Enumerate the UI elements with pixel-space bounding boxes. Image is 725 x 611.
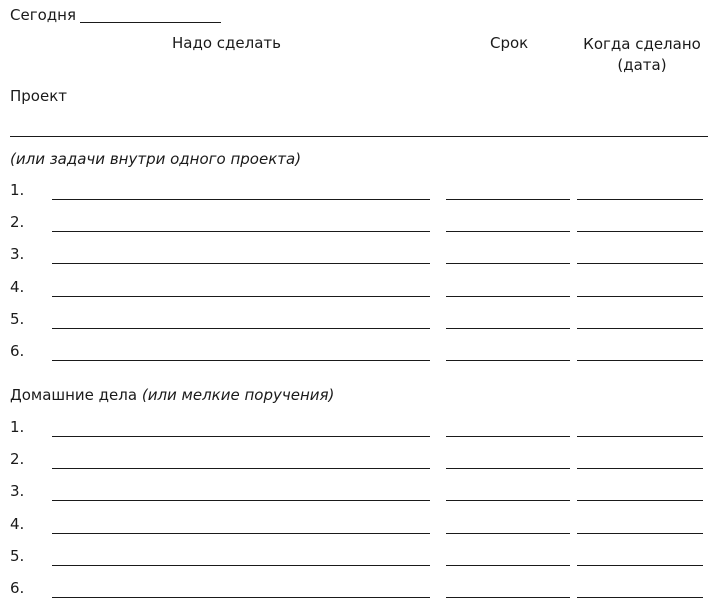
task-line[interactable]	[52, 231, 430, 232]
deadline-line[interactable]	[446, 296, 570, 297]
deadline-line[interactable]	[446, 565, 570, 566]
done-date-line[interactable]	[577, 533, 703, 534]
row-number: 2.	[10, 450, 25, 469]
row-number: 3.	[10, 245, 25, 264]
row-number: 4.	[10, 514, 25, 533]
column-header-deadline: Срок	[490, 34, 529, 52]
column-header-done	[575, 34, 709, 76]
done-date-line[interactable]	[577, 597, 703, 598]
row-number: 4.	[10, 277, 25, 296]
home-section-title	[10, 386, 334, 404]
home-label: Домашние дела	[10, 386, 138, 404]
done-date-line[interactable]	[577, 328, 703, 329]
deadline-line[interactable]	[446, 328, 570, 329]
deadline-line[interactable]	[446, 231, 570, 232]
project-label: Проект	[10, 87, 68, 105]
task-line[interactable]	[52, 565, 430, 566]
deadline-line[interactable]	[446, 199, 570, 200]
done-date-line[interactable]	[577, 468, 703, 469]
done-date-line[interactable]	[577, 263, 703, 264]
task-line[interactable]	[52, 597, 430, 598]
done-date-line[interactable]	[577, 199, 703, 200]
home-note: (или мелкие поручения)	[141, 386, 335, 404]
task-line[interactable]	[52, 533, 430, 534]
column-header-done-line2: (дата)	[617, 56, 667, 74]
task-line[interactable]	[52, 436, 430, 437]
task-line[interactable]	[52, 500, 430, 501]
task-line[interactable]	[52, 468, 430, 469]
task-line[interactable]	[52, 199, 430, 200]
done-date-line[interactable]	[577, 565, 703, 566]
task-line[interactable]	[52, 328, 430, 329]
task-line[interactable]	[52, 296, 430, 297]
row-number: 6.	[10, 579, 25, 597]
row-number: 2.	[10, 213, 25, 232]
column-header-done-line1: Когда сделано	[583, 35, 701, 53]
done-date-line[interactable]	[577, 231, 703, 232]
today-date-line[interactable]	[80, 22, 221, 23]
project-note: (или задачи внутри одного проекта)	[10, 150, 302, 168]
deadline-line[interactable]	[446, 533, 570, 534]
deadline-line[interactable]	[446, 436, 570, 437]
deadline-line[interactable]	[446, 468, 570, 469]
row-number: 1.	[10, 181, 25, 199]
project-name-line[interactable]	[10, 136, 708, 137]
done-date-line[interactable]	[577, 500, 703, 501]
done-date-line[interactable]	[577, 436, 703, 437]
done-date-line[interactable]	[577, 296, 703, 297]
row-number: 5.	[10, 309, 25, 328]
deadline-line[interactable]	[446, 263, 570, 264]
deadline-line[interactable]	[446, 500, 570, 501]
deadline-line[interactable]	[446, 597, 570, 598]
row-number: 5.	[10, 546, 25, 565]
row-number: 6.	[10, 342, 25, 360]
row-number: 3.	[10, 482, 25, 501]
task-line[interactable]	[52, 360, 430, 361]
deadline-line[interactable]	[446, 360, 570, 361]
today-label: Сегодня	[10, 6, 76, 24]
row-number: 1.	[10, 418, 25, 436]
done-date-line[interactable]	[577, 360, 703, 361]
column-header-todo: Надо сделать	[172, 34, 281, 52]
task-line[interactable]	[52, 263, 430, 264]
